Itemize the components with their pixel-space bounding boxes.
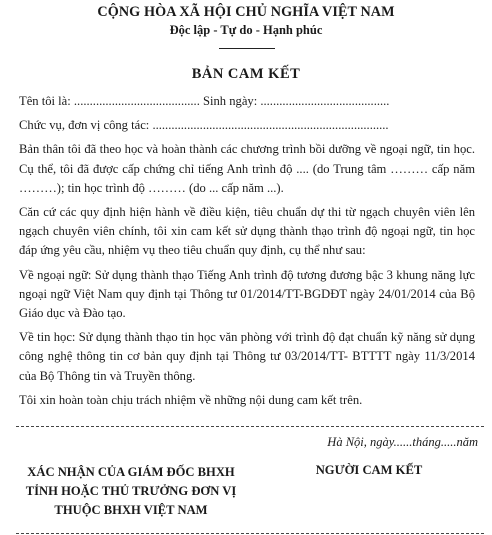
committer-title: NGƯỜI CAM KẾT bbox=[315, 463, 423, 477]
paragraph-basis: Căn cứ các quy định hiện hành về điều kiện, tiêu chuẩn dự thi từ ngạch chuyên viên lên ngạch chuyên viên chính, tôi xin cam kết sử dụng thành thạo trình độ ngoại ngữ, tin học đáp ứng yêu cầu, nhiệm vụ theo tiêu chuẩn quy định, cụ thể như sau: bbox=[19, 205, 475, 258]
confirmation-line: THUỘC BHXH VIỆT NAM bbox=[54, 503, 208, 517]
paragraph-language: Về ngoại ngữ: Sử dụng thành thạo Tiếng Anh trình độ tương đương bậc 3 khung năng lực ngoại ngữ Việt Nam quy định tại Thông tư 01/2014/TT-BGDĐT ngày 24/01/2014 của Bộ Giáo dục và Đào tạo. bbox=[19, 267, 475, 321]
signature-block bbox=[16, 426, 484, 534]
place-date: Hà Nội, ngày......tháng.....năm bbox=[327, 435, 478, 449]
document-title: BẢN CAM KẾT bbox=[191, 66, 301, 82]
confirmation-line: TỈNH HOẶC THỦ TRƯỞNG ĐƠN VỊ bbox=[25, 484, 237, 498]
paragraph-it: Về tin học: Sử dụng thành thạo tin học văn phòng với trình độ đạt chuẩn kỹ năng sử dụng công nghệ thông tin cơ bản quy định tại Thông tư 03/2014/TT- BTTTT ngày 11/3/2014 của Bộ Thông tin và Truyền thông. bbox=[19, 330, 475, 383]
document-body bbox=[19, 92, 475, 415]
confirmation-title bbox=[16, 463, 246, 520]
confirmation-line: XÁC NHẬN CỦA GIÁM ĐỐC BHXH bbox=[27, 465, 235, 479]
name-field-row: Tên tôi là: ........................................ Sinh ngày: ......................................... bbox=[19, 94, 390, 108]
position-field-row: Chức vụ, đơn vị công tác: ........................................................................... bbox=[19, 118, 389, 133]
paragraph-responsibility: Tôi xin hoàn toàn chịu trách nhiệm về những nội dung cam kết trên. bbox=[19, 392, 363, 407]
paragraph-training: Bản thân tôi đã theo học và hoàn thành các chương trình bồi dưỡng về ngoại ngữ, tin học. Cụ thể, tôi đã được cấp chứng chỉ tiếng Anh trình độ .... (do Trung tâm ……… cấp năm ………); tin học trình độ ……… (do ... cấp năm ...). bbox=[19, 142, 475, 195]
nation-header: CỘNG HÒA XÃ HỘI CHỦ NGHĨA VIỆT NAM bbox=[97, 4, 395, 20]
motto: Độc lập - Tự do - Hạnh phúc bbox=[169, 23, 323, 37]
header-divider bbox=[219, 48, 275, 49]
